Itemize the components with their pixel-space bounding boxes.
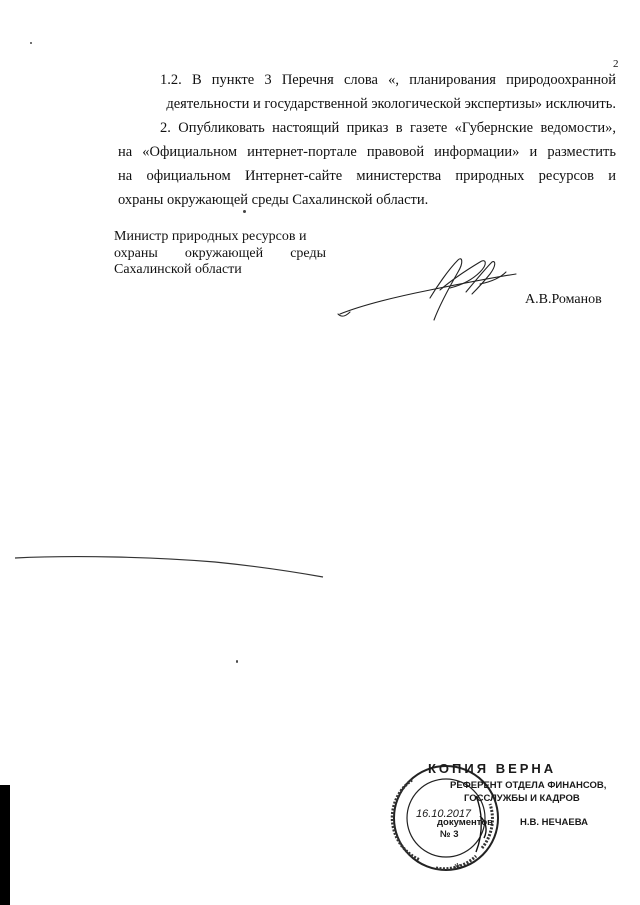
paragraph-line: деятельности и государственной экологической экспертизы» исключить. — [166, 96, 616, 112]
paragraph-line: 2. Опубликовать настоящий приказ в газете «Губернские ведомости», — [160, 120, 616, 136]
scan-line — [15, 552, 325, 582]
scan-speck — [30, 42, 32, 44]
svg-text:✻: ✻ — [454, 862, 461, 871]
stamp-heading: КОПИЯ ВЕРНА — [428, 761, 557, 776]
stamp-handwritten-date: 16.10.2017 — [416, 808, 472, 820]
signatory-name: А.В.Романов — [525, 292, 602, 307]
page-number: 2 — [613, 58, 619, 70]
stamp-line: Н.В. НЕЧАЕВА — [520, 817, 588, 828]
stamp-line: ГОССЛУЖБЫ И КАДРОВ — [464, 793, 580, 804]
paragraph-line: на официальном Интернет-сайте министерства природных ресурсов и — [118, 168, 616, 184]
scan-speck — [243, 210, 246, 213]
paragraph-line: на «Официальном интернет-портале правовой информации» и разместить — [118, 144, 616, 160]
stamp-line: РЕФЕРЕНТ ОТДЕЛА ФИНАНСОВ, — [450, 780, 607, 791]
paragraph-2 — [118, 116, 616, 212]
scan-speck — [236, 660, 238, 663]
signatory-title-line: охраны окружающей среды — [114, 245, 326, 261]
signatory-title-line: Министр природных ресурсов и — [114, 229, 307, 244]
signatory-title — [114, 229, 326, 279]
stamp-line: № 3 — [440, 829, 459, 840]
handwritten-signature — [330, 248, 530, 328]
paragraph-1-2 — [118, 68, 616, 116]
paragraph-line: охраны окружающей среды Сахалинской области. — [118, 192, 429, 208]
signatory-title-line: Сахалинской области — [114, 262, 242, 277]
scan-edge-shadow — [0, 785, 10, 905]
stamp-line: документов — [437, 817, 493, 828]
paragraph-line: 1.2. В пункте 3 Перечня слова «, планирования природоохранной — [160, 72, 616, 88]
